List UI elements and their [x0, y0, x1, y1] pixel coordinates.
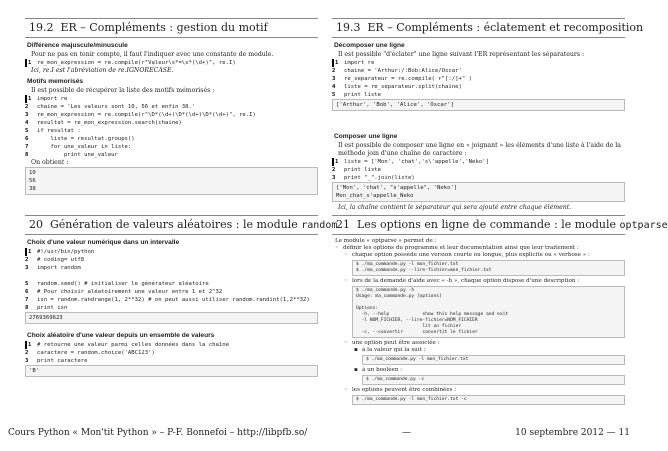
paragraph: méthode join d'une chaîne de caractère :	[338, 150, 467, 157]
code-text: random.seed() # initialiser le générateur aléatoire	[37, 281, 209, 287]
code-line	[332, 91, 625, 99]
code-text: liste = resultat.groups()	[37, 136, 135, 142]
section-title-20	[25, 215, 338, 235]
output-box: ['Arthur', 'Bob', 'Alice', 'Oscar']	[332, 99, 625, 111]
terminal-box: $ ./ma_commande.py -c	[362, 375, 625, 385]
code-text: re_mon_expression = re.compile(r"\D*(\d+)\D*(\d+)\D*(\d+)", re.I)	[37, 112, 256, 118]
code-text: print une_valeur	[37, 152, 118, 158]
subheading-split: Décomposer une ligne	[334, 42, 405, 49]
code-block	[25, 59, 318, 67]
paragraph: Il est possible de récupérer la liste des motifs mémorisés :	[31, 87, 215, 94]
line-number: 4	[25, 120, 29, 126]
code-text: #!/usr/bin/python	[37, 249, 95, 255]
code-line	[332, 166, 625, 174]
code-text: if resultat :	[37, 128, 81, 134]
code-text: import random	[37, 265, 81, 271]
code-text: # retourne une valeur parmi celles données dans la chaîne	[37, 342, 229, 348]
terminal-box: $ ./ma_commande.py -l mon_fichier.txt $ ./ma_commande.py --lire-fichier=mon_fichier.txt	[352, 260, 625, 276]
line-number: 2	[332, 68, 336, 74]
line-number	[25, 272, 37, 280]
output-box: 2769369623	[25, 312, 318, 324]
code-line	[25, 256, 318, 264]
line-number: 1	[25, 95, 37, 103]
code-text: chaine = 'Les valeurs sont 10, 56 et enfin 38.'	[37, 104, 196, 110]
code-text: # Pour choisir aléatoirement une valeur entre 1 et 2^32	[37, 289, 223, 295]
bullet-icon: ▪	[354, 347, 358, 353]
bullet-icon: ▪	[354, 367, 358, 373]
terminal-box: $ ./ma_commande.py -l mon_fichier.txt -c	[352, 395, 625, 405]
code-text: import re	[37, 96, 68, 102]
section-title-19-2	[25, 18, 318, 38]
code-line	[25, 264, 318, 272]
code-text: import re	[344, 60, 375, 66]
list-item	[332, 387, 625, 394]
code-line	[25, 135, 318, 143]
section-19-2-body	[25, 39, 318, 195]
code-line	[332, 174, 625, 182]
code-text: print isn	[37, 305, 68, 311]
code-line	[25, 143, 318, 151]
code-text: resultat = re_mon_expression.search(chaine)	[37, 120, 182, 126]
code-line	[25, 296, 318, 304]
line-number: 6	[25, 289, 29, 295]
list-item-text: définir les options du programme et leur documentation ainsi que leur traitement :	[343, 245, 579, 251]
list-item	[332, 252, 625, 259]
line-number: 2	[25, 104, 29, 110]
line-number: 7	[25, 144, 29, 150]
code-text: print "_".join(liste)	[344, 175, 415, 181]
code-block	[332, 59, 625, 99]
list-item-text: à un booléen :	[362, 367, 403, 373]
line-number: 8	[25, 152, 29, 158]
code-line	[25, 349, 318, 357]
code-line	[332, 75, 625, 83]
footer-date-page: 10 septembre 2012 — 11	[515, 428, 630, 438]
bullet-icon: ◦	[344, 387, 348, 393]
list-item	[332, 367, 625, 374]
footer-separator: —	[402, 428, 411, 438]
paragraph-note: Ici, la chaîne contient le séparateur qui sera ajouté entre chaque élément.	[338, 204, 572, 211]
code-line	[25, 248, 318, 256]
line-number: 3	[25, 358, 29, 364]
line-number: 1	[25, 341, 37, 349]
list-item-text: lors de la demande d'aide avec « -h », chaque option dispose d'une description :	[352, 278, 580, 284]
output-box: 10 56 38	[25, 167, 318, 195]
code-line	[25, 111, 318, 119]
bullet-icon: ◦	[344, 340, 348, 346]
code-block	[332, 158, 625, 182]
section-title-21	[332, 215, 668, 235]
section-heading: ER – Compléments : gestion du motif	[60, 21, 268, 34]
section-heading: ER – Compléments : éclatement et recomposition	[367, 21, 644, 34]
subheading-case: Différence majuscule/minuscule	[27, 42, 128, 49]
subheading-join: Composer une ligne	[334, 133, 398, 140]
section-number: 19.3	[336, 21, 361, 34]
list-item	[332, 278, 625, 285]
code-text: re_separateur = re.compile( r"[:/]+" )	[344, 76, 472, 82]
code-text: print liste	[344, 167, 382, 173]
code-line	[25, 151, 318, 159]
line-number: 2	[25, 257, 29, 263]
output-box: ['Mon', 'chat', "s'appelle", 'Neko'] Mon_chat_s'appelle_Neko	[332, 182, 625, 202]
bullet-icon: ◦	[335, 245, 339, 251]
section-number: 21	[336, 218, 350, 231]
list-item-text: chaque option possède une version courte ou longue, plus explicite ou « verbose » :	[352, 252, 590, 258]
paragraph: Il est possible de composer une ligne en « joignant » les éléments d'une liste à l'aide de la	[338, 142, 621, 149]
section-number: 20	[29, 218, 43, 231]
list-item	[332, 340, 625, 347]
line-number: 6	[25, 136, 29, 142]
line-number: 5	[25, 128, 29, 134]
section-21-body	[332, 238, 625, 407]
bullet-icon: ◦	[344, 252, 348, 258]
code-text: liste = re_separateur.split(chaine)	[344, 84, 462, 90]
code-line	[25, 127, 318, 135]
section-title-19-3	[332, 18, 644, 38]
code-text: caractere = random.choice('ABC123')	[37, 350, 155, 356]
line-number: 8	[25, 305, 29, 311]
paragraph: Il est possible "d'éclater" une ligne suivant l'ER représentant les séparateurs :	[338, 51, 585, 58]
output-box: 'B'	[25, 365, 318, 377]
section-heading-module: optparse	[619, 220, 668, 231]
line-number: 3	[332, 76, 336, 82]
code-line	[332, 158, 625, 166]
code-text: isn = random.randrange(1, 2**32) # on peut aussi utiliser random.randint(1,2**32)	[37, 297, 310, 303]
section-number: 19.2	[29, 21, 54, 34]
terminal-box: $ ./ma_commande.py -h Usage: ma_commande.py [options] Options: -h, --help show this help message and exit -l NOM_FICHIER, --lire-fichier=NOM_FICHIER lit un fichier -c, --convertir convertit le fichier	[352, 286, 625, 338]
terminal-box: $ ./ma_commande.py -l mon_fichier.txt	[362, 355, 625, 365]
code-text: print caractere	[37, 358, 88, 364]
subheading-memorized: Motifs memorisés	[27, 78, 84, 85]
code-line	[25, 103, 318, 111]
section-heading: Génération de valeurs aléatoires : le module	[50, 218, 302, 231]
code-line	[332, 67, 625, 75]
code-line	[25, 280, 318, 288]
list-item-text: à la valeur qui la suit :	[362, 347, 426, 353]
line-number: 3	[25, 112, 29, 118]
line-number: 7	[25, 297, 29, 303]
section-heading-module: random	[301, 220, 338, 231]
subheading-choice: Choix aléatoire d'une valeur depuis un ensemble de valeurs	[27, 332, 215, 339]
code-text: print liste	[344, 92, 382, 98]
paragraph-note: Ici, re.I est l'abréviation de re.IGNORECASE.	[31, 67, 174, 74]
bullet-icon: ◦	[344, 278, 348, 284]
line-number: 3	[25, 265, 29, 271]
list-item-text: les options peuvent être combinées :	[352, 387, 457, 393]
code-line	[25, 341, 318, 349]
subheading-interval: Choix d'une valeur numérique dans un intervalle	[27, 239, 180, 246]
line-number: 5	[25, 281, 29, 287]
code-text: chaine = 'Arthur:/:Bob:Alice/Oscar'	[344, 68, 462, 74]
footer-course: Cours Python « Mon'tit Python » – P-F. Bonnefoi – http://libpfb.so/	[8, 428, 308, 438]
code-block	[25, 341, 318, 365]
line-number: 1	[332, 59, 344, 67]
section-19-3-body	[332, 39, 625, 212]
line-number: 5	[332, 92, 336, 98]
code-text: re_mon_expression = re.compile(r"Valeur\s*=\s*(\d+)", re.I)	[37, 60, 236, 66]
code-line	[25, 288, 318, 296]
paragraph: Pour ne pas en tenir compte, il faut l'indiquer avec une constante de module.	[31, 51, 274, 58]
list-item-text: une option peut être associée :	[352, 340, 440, 346]
line-number: 3	[332, 175, 336, 181]
code-line	[25, 95, 318, 103]
code-line	[332, 59, 625, 67]
line-number: 4	[332, 84, 336, 90]
code-line	[25, 304, 318, 312]
code-line	[25, 357, 318, 365]
section-20-body	[25, 236, 318, 377]
code-line	[25, 272, 318, 280]
list-item	[332, 245, 625, 252]
code-line	[332, 83, 625, 91]
line-number: 1	[25, 248, 37, 256]
line-number: 2	[332, 167, 336, 173]
section-heading: Les options en ligne de commande : le module	[357, 218, 620, 231]
paragraph-obtient: On obtient :	[31, 159, 69, 166]
code-block	[25, 248, 318, 312]
page-footer	[8, 426, 630, 440]
paragraph: Le module « optparse » permet de :	[335, 238, 437, 244]
code-text: # coding= utf8	[37, 257, 85, 263]
code-line	[25, 119, 318, 127]
line-number: 1	[332, 158, 344, 166]
code-line	[25, 59, 318, 67]
code-block	[25, 95, 318, 159]
code-text: for une_valeur in liste:	[37, 144, 132, 150]
line-number: 1	[25, 59, 37, 67]
code-text: liste = ['Mon', 'chat','s\'appelle','Neko']	[344, 159, 489, 165]
line-number: 2	[25, 350, 29, 356]
list-item	[332, 347, 625, 354]
